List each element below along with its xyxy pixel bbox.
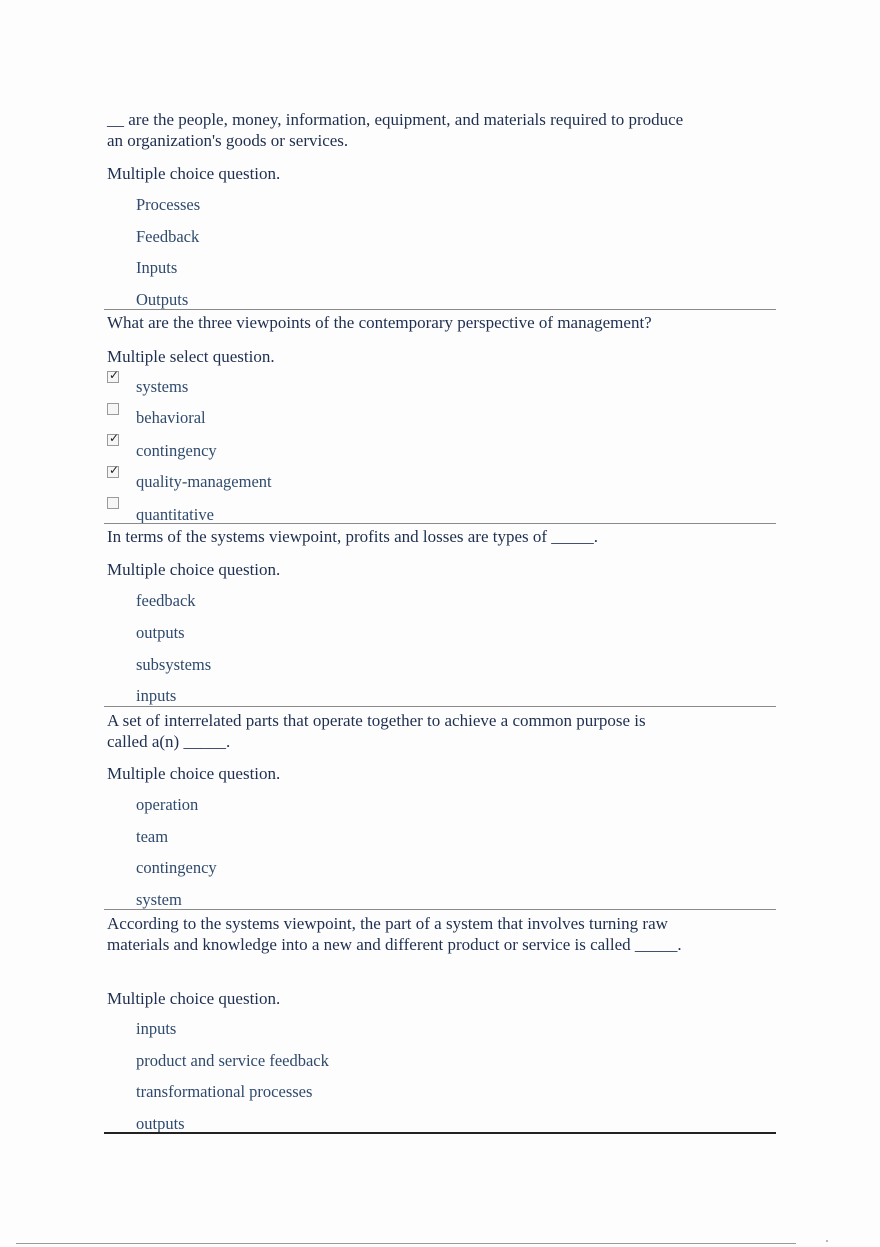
option[interactable]: team: [136, 827, 169, 846]
question-type: Multiple choice question.: [107, 764, 281, 783]
question-prompt: What are the three viewpoints of the contemporary perspective of management?: [107, 313, 652, 332]
question-prompt: __ are the people, money, information, equipment, and materials required to produce an organization's goods or services.: [107, 110, 684, 150]
option[interactable]: systems: [136, 377, 189, 396]
option[interactable]: transformational processes: [136, 1082, 313, 1101]
footer-rule: [16, 1243, 796, 1244]
question-1: [107, 109, 775, 309]
question-divider: [104, 1132, 776, 1134]
option[interactable]: contingency: [136, 441, 217, 460]
question-4: [107, 710, 775, 909]
question-prompt: In terms of the systems viewpoint, profits and losses are types of _____.: [107, 527, 599, 546]
question-type: Multiple choice question.: [107, 164, 281, 183]
question-type: Multiple choice question.: [107, 989, 281, 1008]
option[interactable]: quantitative: [136, 505, 214, 524]
question-type: Multiple select question.: [107, 347, 275, 366]
checkbox-checked[interactable]: [107, 431, 120, 446]
option[interactable]: Inputs: [136, 258, 178, 277]
question-type: Multiple choice question.: [107, 560, 281, 579]
option[interactable]: outputs: [136, 623, 185, 642]
footer-mark: [826, 1240, 828, 1242]
question-prompt: According to the systems viewpoint, the part of a system that involves turning raw materials and knowledge into a new and different product or service is called _____.: [107, 914, 682, 954]
question-2: [107, 312, 775, 524]
option[interactable]: operation: [136, 795, 199, 814]
question-3: [107, 526, 775, 705]
option[interactable]: Processes: [136, 195, 201, 214]
option[interactable]: behavioral: [136, 408, 206, 427]
option[interactable]: subsystems: [136, 655, 212, 674]
question-divider: [104, 523, 776, 524]
question-divider: [104, 706, 776, 707]
option[interactable]: Outputs: [136, 290, 189, 309]
checkbox-checked[interactable]: [107, 463, 120, 478]
checkbox-checked[interactable]: [107, 368, 120, 383]
question-prompt: A set of interrelated parts that operate together to achieve a common purpose is called a(n) _____.: [107, 711, 646, 751]
option[interactable]: product and service feedback: [136, 1051, 329, 1070]
option[interactable]: inputs: [136, 1019, 177, 1038]
checkbox-unchecked[interactable]: [107, 497, 119, 509]
option[interactable]: contingency: [136, 858, 217, 877]
option[interactable]: feedback: [136, 591, 196, 610]
question-divider: [104, 909, 776, 910]
question-divider: [104, 309, 776, 310]
check-icon: ✓: [109, 463, 120, 477]
option[interactable]: outputs: [136, 1114, 185, 1133]
check-icon: ✓: [109, 368, 120, 382]
check-icon: ✓: [109, 431, 120, 445]
question-5: [107, 913, 775, 1133]
checkbox-unchecked[interactable]: [107, 403, 119, 415]
option[interactable]: Feedback: [136, 227, 200, 246]
option[interactable]: system: [136, 890, 182, 909]
option[interactable]: quality-management: [136, 472, 272, 491]
option[interactable]: inputs: [136, 686, 177, 705]
